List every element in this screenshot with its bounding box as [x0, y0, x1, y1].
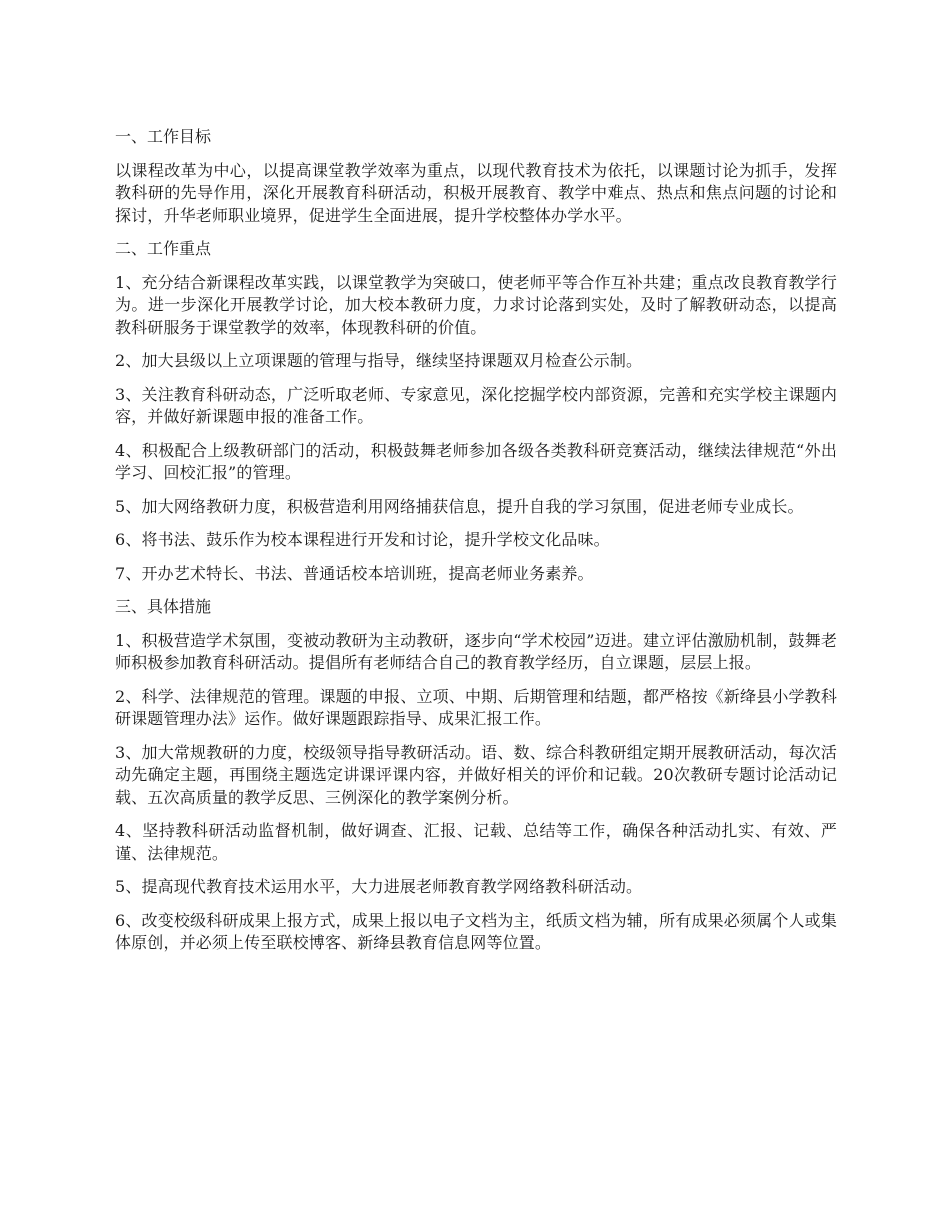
- goals-paragraph: 以课程改革为中心，以提高课堂教学效率为重点，以现代教育技术为依托，以课题讨论为抓手，发挥教科研的先导作用，深化开展教育科研活动，积极开展教育、教学中难点、热点和焦点问题的讨论和探讨，升华老师职业境界，促进学生全面进展，提升学校整体办学水平。: [115, 160, 837, 225]
- measure-item-1: 1、积极营造学术氛围，变被动教研为主动教研，逐步向“学术校园”迈进。建立评估激励机制，鼓舞老师积极参加教育科研活动。提倡所有老师结合自己的教育教学经历，自立课题，层层上报。: [115, 630, 837, 672]
- measure-item-5: 5、提高现代教育技术运用水平，大力进展老师教育教学网络教科研活动。: [115, 877, 643, 896]
- focus-item-6: 6、将书法、鼓乐作为校本课程进行开发和讨论，提升学校文化品味。: [115, 530, 610, 549]
- focus-item-5: 5、加大网络教研力度，积极营造利用网络捕获信息，提升自我的学习氛围，促进老师专业成长。: [115, 496, 804, 516]
- measure-item-2: 2、科学、法律规范的管理。课题的申报、立项、中期、后期管理和结题，都严格按《新绛县小学教科研课题管理办法》运作。做好课题跟踪指导、成果汇报工作。: [115, 686, 837, 728]
- focus-item-1: 1、充分结合新课程改革实践，以课堂教学为突破口，使老师平等合作互补共建；重点改良教育教学行为。进一步深化开展教学讨论，加大校本教研力度，力求讨论落到实处，及时了解教研动态，以提高教科研服务于课堂教学的效率，体现教科研的价值。: [115, 272, 837, 337]
- section-heading-focus: 二、工作重点: [115, 239, 212, 258]
- measure-item-6: 6、改变校级科研成果上报方式，成果上报以电子文档为主，纸质文档为辅，所有成果必须属个人或集体原创，并必须上传至联校博客、新绛县教育信息网等位置。: [115, 910, 837, 952]
- focus-item-2: 2、加大县级以上立项课题的管理与指导，继续坚持课题双月检查公示制。: [115, 351, 643, 370]
- focus-item-3: 3、关注教育科研动态，广泛听取老师、专家意见，深化挖掘学校内部资源，完善和充实学校主课题内容，并做好新课题申报的准备工作。: [115, 384, 837, 426]
- section-heading-goals: 一、工作目标: [115, 127, 212, 146]
- measure-item-4: 4、坚持教科研活动监督机制，做好调查、汇报、记载、总结等工作，确保各种活动扎实、有效、严谨、法律规范。: [115, 821, 837, 863]
- measure-item-3: 3、加大常规教研的力度，校级领导指导教研活动。语、数、综合科教研组定期开展教研活动，每次活动先确定主题，再围绕主题选定讲课评课内容，并做好相关的评价和记载。20次教研专题讨论活动记载、五次高质量的教学反思、三例深化的教学案例分析。: [115, 742, 837, 807]
- section-heading-measures: 三、具体措施: [115, 597, 212, 616]
- focus-item-4: 4、积极配合上级教研部门的活动，积极鼓舞老师参加各级各类教科研竞赛活动，继续法律规范“外出学习、回校汇报”的管理。: [115, 440, 837, 482]
- focus-item-7: 7、开办艺术特长、书法、普通话校本培训班，提高老师业务素养。: [115, 563, 594, 583]
- document-page: [115, 126, 837, 966]
